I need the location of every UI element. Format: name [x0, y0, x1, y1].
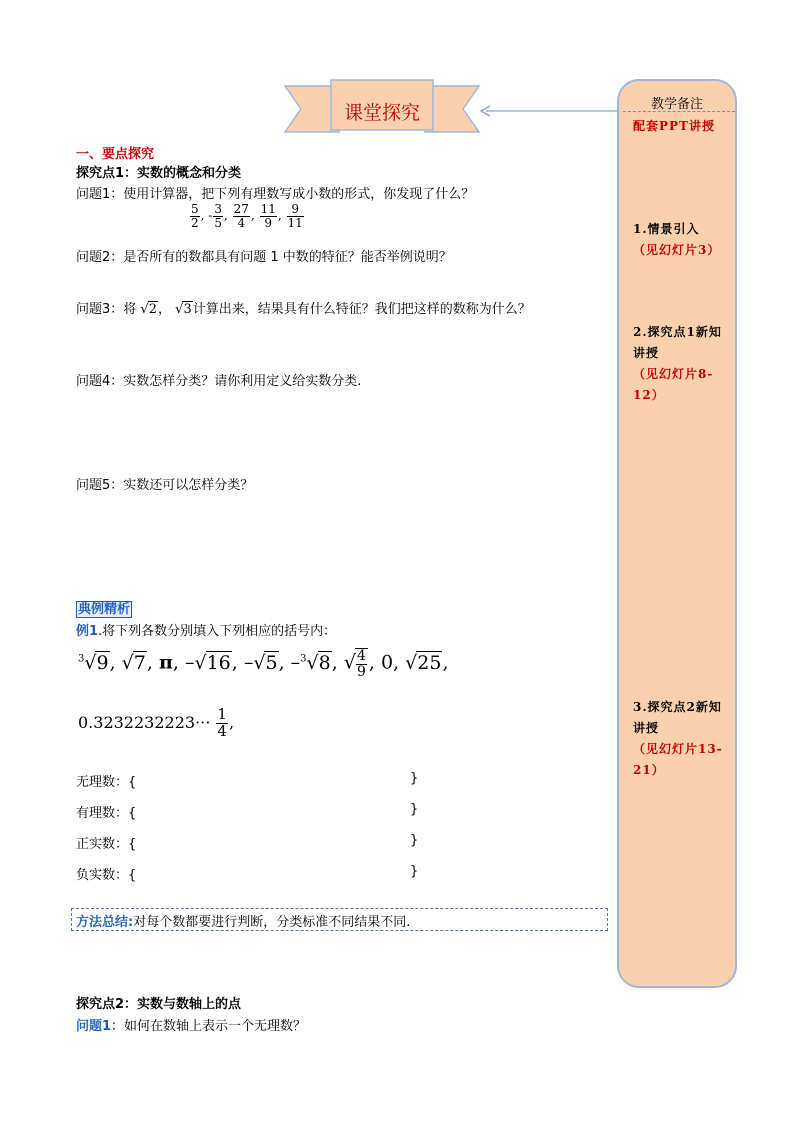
- typical-example-tag: 典例精析: [78, 602, 131, 617]
- category-irrational: 无理数：{: [76, 775, 137, 790]
- sidebar-note-1: [633, 219, 729, 261]
- question-5: 问题5：实数还可以怎样分类？: [76, 478, 254, 493]
- note-1-slides: （见幻灯片3）: [633, 243, 721, 257]
- example-numbers: $^3$√9, √7, π, –√16, –√5, –$^3$√8, √ $\frac{4}{9}$ , 0, √25,: [78, 648, 449, 680]
- sidebar-subtitle: 配套PPT讲授: [633, 119, 715, 133]
- sqrt-16: √16: [194, 651, 231, 674]
- category-rational: 有理数：{: [76, 806, 137, 821]
- sidebar-divider: [623, 111, 735, 112]
- note-2-title: 2.探究点1新知讲授: [633, 325, 722, 360]
- fraction-1-4: $\frac{1}{4}$: [217, 705, 227, 740]
- question-4: 问题4：实数怎样分类？请你利用定义给实数分类.: [76, 374, 362, 389]
- pi-symbol: π: [158, 651, 173, 674]
- question-3: 问题3：将 √2， √3计算出来，结果具有什么特征？我们把这样的数称为什么？: [76, 302, 531, 317]
- sidebar-note-3: [633, 697, 729, 781]
- banner-title: 课堂探究: [343, 102, 420, 124]
- category-negative: 负实数：{: [76, 868, 137, 883]
- method-label: 方法总结:: [76, 915, 134, 930]
- fraction: $\frac{5}{2}$: [191, 202, 199, 230]
- category-rational-close: }: [410, 802, 419, 817]
- note-3-title: 3.探究点2新知讲授: [633, 700, 722, 735]
- method-summary-box: [71, 908, 608, 931]
- fraction: $\frac{11}{9}$: [260, 202, 276, 230]
- point2-title: 探究点2：实数与数轴上的点: [76, 997, 242, 1012]
- question-2: 问题2：是否所有的数都具有问题 1 中数的特征？能否举例说明？: [76, 250, 452, 265]
- repeating-decimal: 0.3232232223···: [78, 712, 211, 732]
- teaching-notes-sidebar: [617, 79, 737, 988]
- point1-title: 探究点1：实数的概念和分类: [76, 166, 242, 181]
- arrow-icon: [478, 104, 623, 118]
- sqrt-3: √3: [175, 302, 192, 317]
- category-positive: 正实数：{: [76, 837, 137, 852]
- method-text: 对每个数都要进行判断，分类标准不同结果不同.: [133, 915, 411, 930]
- category-negative-close: }: [410, 864, 419, 879]
- sqrt-2: √2: [140, 302, 157, 317]
- zero: 0: [380, 651, 394, 674]
- sqrt-4-9: √ $\frac{4}{9}$: [343, 648, 366, 680]
- note-2-slides: （见幻灯片8-12）: [633, 367, 714, 402]
- example-label: 例1: [76, 624, 99, 639]
- fraction-list: $\frac{5}{2}$ , - $\frac{3}{5}$ , $\frac{27}{4}$ , $\frac{11}{9}$ , $\frac{9}{11}$: [191, 202, 303, 230]
- fraction: $\frac{9}{11}$: [287, 202, 303, 230]
- sidebar-note-2: [633, 322, 729, 406]
- sqrt-25: √25: [405, 651, 442, 674]
- note-3-slides: （见幻灯片13-21）: [633, 742, 723, 777]
- sidebar-title: 教学备注: [650, 97, 703, 112]
- point2-question-1: 问题1：如何在数轴上表示一个无理数？: [76, 1019, 307, 1034]
- cube-root-9: $^3$√9: [78, 651, 109, 674]
- fraction: $\frac{3}{5}$: [214, 202, 222, 230]
- cube-root-8: $^3$√8: [300, 651, 331, 674]
- sqrt-7: √7: [121, 651, 146, 674]
- category-positive-close: }: [410, 833, 419, 848]
- category-irrational-close: }: [410, 771, 419, 786]
- example-1-prompt: 例1.将下列各数分别填入下列相应的括号内：: [76, 624, 337, 639]
- fraction: $\frac{27}{4}$: [233, 202, 249, 230]
- sqrt-5: √5: [253, 651, 278, 674]
- note-1-title: 1.情景引入: [633, 222, 700, 236]
- question-1: 问题1：使用计算器，把下列有理数写成小数的形式，你发现了什么？: [76, 187, 475, 202]
- example-numbers-row-2: 0.3232232223··· $\frac{1}{4}$ ,: [78, 705, 235, 740]
- section-heading: 一、要点探究: [76, 147, 155, 162]
